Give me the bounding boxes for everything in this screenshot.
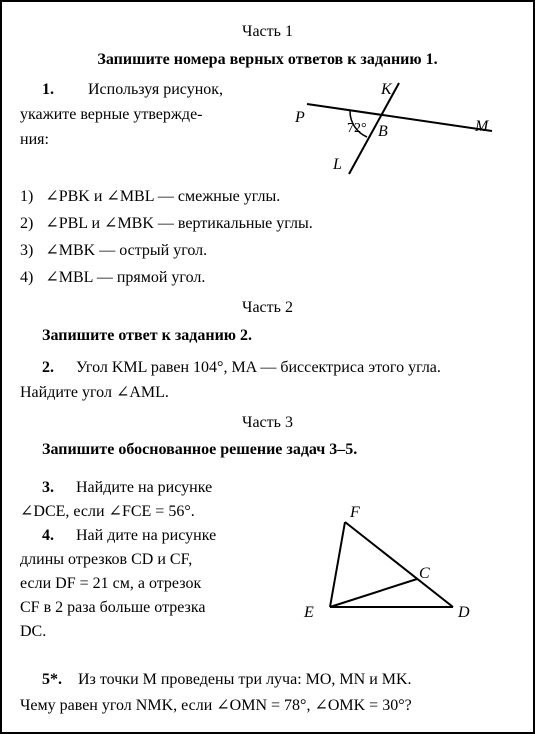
- task1-line1: Используя рисунок,: [88, 81, 224, 98]
- task1-line3: ния:: [20, 131, 49, 148]
- label-M: M: [475, 118, 489, 135]
- triangle-figure: [292, 497, 487, 632]
- label-E: E: [304, 604, 314, 621]
- option2-text: ∠PBL и ∠MBK — вертикальные углы.: [45, 215, 313, 232]
- task4-line5: DC.: [20, 623, 47, 640]
- task4-line3: если DF = 21 см, а отрезок: [20, 575, 202, 592]
- task5-line1: Из точки M проведены три луча: MO, MN и MK.: [78, 671, 412, 688]
- option3-text: ∠MBK — острый угол.: [45, 242, 208, 259]
- label-L: L: [333, 156, 342, 173]
- part2-instruction: Запишите ответ к заданию 2.: [42, 327, 253, 344]
- part1-heading: Часть 1: [242, 23, 293, 40]
- task3-line2: ∠DCE, если ∠FCE = 56°.: [20, 503, 195, 520]
- label-P: P: [295, 109, 305, 126]
- option1-text: ∠PBK и ∠MBL — смежные углы.: [45, 188, 281, 205]
- task1-line2: укажите верные утвержде-: [20, 106, 203, 123]
- part3-heading: Часть 3: [242, 414, 293, 431]
- task3-line1: Найдите на рисунке: [76, 479, 213, 496]
- task4-line2: длины отрезков CD и CF,: [20, 551, 193, 568]
- angle-72-label: 72°: [347, 121, 367, 136]
- part2-heading: Часть 2: [242, 299, 293, 316]
- part1-instruction: Запишите номера верных ответов к заданию 1.: [97, 51, 438, 68]
- task2-line2: Найдите угол ∠AML.: [20, 384, 169, 401]
- task4-line1: Най дите на рисунке: [76, 527, 217, 544]
- task2-line1: Угол KML равен 104°, MA — биссектриса этого угла.: [76, 359, 441, 376]
- task4-number: 4.: [42, 527, 54, 544]
- option2-number: 2): [20, 215, 34, 232]
- task5-line2: Чему равен угол NMK, если ∠OMN = 78°, ∠OMK = 30°?: [20, 697, 412, 714]
- option4-number: 4): [20, 269, 34, 286]
- option1-number: 1): [20, 188, 34, 205]
- task2-number: 2.: [42, 359, 54, 376]
- label-B: B: [378, 123, 388, 140]
- task3-number: 3.: [42, 479, 54, 496]
- task5-number: 5*.: [42, 671, 62, 688]
- task1-number: 1.: [42, 81, 54, 98]
- option4-text: ∠MBL — прямой угол.: [45, 269, 206, 286]
- label-K: K: [381, 81, 392, 98]
- task4-line4: CF в 2 раза больше отрезка: [20, 599, 206, 616]
- angle-figure: [287, 74, 502, 182]
- label-D: D: [458, 604, 470, 621]
- label-C: C: [419, 565, 430, 582]
- option3-number: 3): [20, 242, 34, 259]
- part3-instruction: Запишите обоснованное решение задач 3–5.: [42, 441, 358, 458]
- label-F: F: [350, 504, 360, 521]
